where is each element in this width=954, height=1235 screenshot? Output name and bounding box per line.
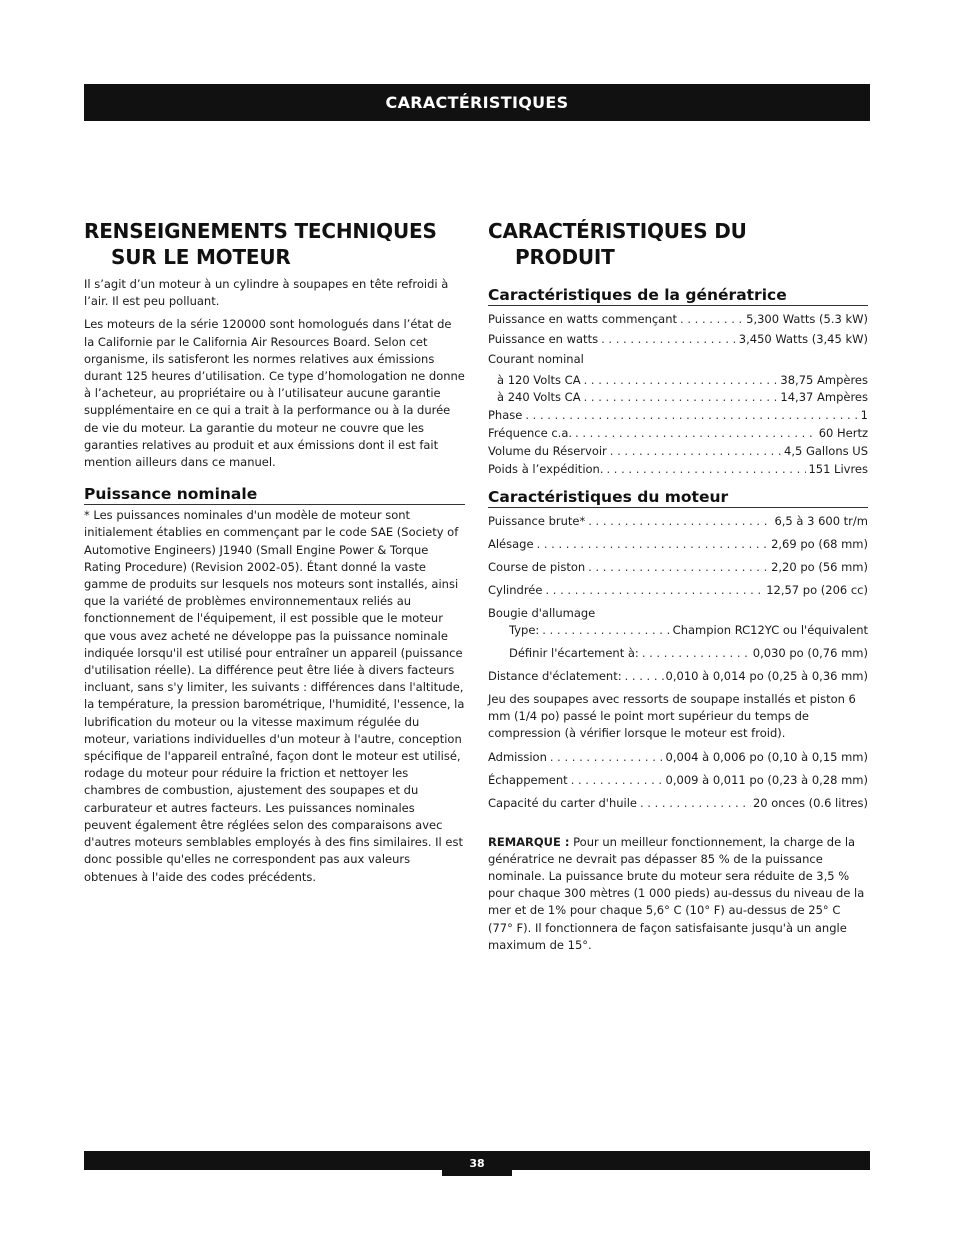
spec-value: 2,69 po (68 mm): [771, 537, 868, 551]
spec-label: Phase: [488, 408, 523, 422]
spec-value: 60 Hertz: [818, 426, 868, 440]
spec-group-label: Bougie d'allumage: [488, 606, 596, 620]
spec-row: [488, 372, 868, 389]
carb-certification-paragraph: Les moteurs de la série 120000 sont homologués dans l’état de la Californie par le California Air Resources Board. Selon cet organisme, ils satisferont les normes relatives aux émissions durant 125 heures d’utilisation. Ce type d’homologation ne donne à l’acheteur, au propriétaire ou à l’utilisateur aucune garantie supplémentaire en ce qui a trait à la performance ou à la durée de vie du moteur. La garantie du moteur ne couvre que les garanties relatives au produit et aux émissions dont il est fait mention ailleurs dans ce manuel.: [84, 317, 465, 470]
spec-label: à 240 Volts CA: [497, 390, 581, 404]
spec-label: Poids à l’expédition.: [488, 462, 604, 476]
footer-bar-left: [84, 1151, 442, 1170]
right-column: [488, 218, 868, 954]
engine-specs-heading: Caractéristiques du moteur: [488, 488, 868, 508]
spec-value: 4,5 Gallons US: [784, 444, 868, 458]
spec-row: [488, 749, 868, 766]
power-rating-heading: Puissance nominale: [84, 485, 465, 505]
spec-row: [488, 389, 868, 406]
spec-value: 0,010 à 0,014 po (0,25 à 0,36 mm): [665, 669, 868, 683]
spec-value: 3,450 Watts (3,45 kW): [738, 332, 868, 346]
spec-value: 6,5 à 3 600 tr/m: [774, 514, 868, 528]
engine-info-heading-line2: SUR LE MOTEUR: [111, 245, 291, 269]
engine-specs-list: [488, 513, 868, 812]
spec-label: Puissance en watts: [488, 332, 599, 346]
spec-row: [488, 461, 868, 478]
spec-row: [488, 311, 868, 328]
spec-label: à 120 Volts CA: [497, 373, 581, 387]
spec-value: 2,20 po (56 mm): [771, 560, 868, 574]
spec-label: Échappement: [488, 772, 568, 787]
spec-label: Admission: [488, 749, 547, 764]
spec-value: Champion RC12YC ou l'équivalent: [672, 623, 868, 637]
spec-value: 1: [860, 408, 868, 422]
product-specs-heading-line1: CARACTÉRISTIQUES DU: [488, 219, 747, 243]
remark-label: REMARQUE :: [488, 834, 570, 849]
spec-label: Capacité du carter d'huile: [488, 795, 637, 810]
remark-paragraph: [488, 834, 868, 954]
footer-bar-right: [512, 1151, 870, 1170]
spec-label: Cylindrée: [488, 583, 543, 597]
spec-value: 0,030 po (0,76 mm): [752, 646, 868, 660]
power-rating-paragraph: * Les puissances nominales d'un modèle de moteur sont initialement établies en commençant par le code SAE (Society of Automotive Engineers) J1940 (Small Engine Power & Torque Rating Procedure) (Revision 2002-05). Étant donné la vaste gamme de produits sur lesquels nos moteurs sont installés, ainsi que la variété de problèmes environnementaux reliés au fonctionnement de l'équipement, il est possible que le moteur que vous avez acheté ne développe pas la puissance nominale indiquée lorsqu'il est utilisé pour entraîner un appareil (puissance d'utilisation réelle). La différence peut être liée à divers facteurs incluant, sans s'y limiter, les suivants : différences dans l'altitude, la température, la pression barométrique, l'humidité, l'essence, la lubrification du moteur ou la vitesse maximum régulée du moteur, variations individuelles d'un moteur à l'autre, conception spécifique de l'appareil entraîné, façon dont le moteur est utilisé, rodage du moteur pour réduire la friction et nettoyer les chambres de combustion, ajustement des soupapes et du carburateur et autres facteurs. Les puissances nominales peuvent également être réglées selon des comparaisons avec d'autres moteurs semblables employés à des fins similaires. Il est donc possible qu'elles ne correspondent pas aux valeurs obtenues à l'aide des codes précédents.: [84, 508, 465, 884]
spec-row: [488, 795, 868, 812]
spec-row: [488, 772, 868, 789]
spec-label: Distance d'éclatement:: [488, 669, 622, 683]
product-specs-heading-line2: PRODUIT: [515, 245, 615, 269]
page-header-title: CARACTÉRISTIQUES: [385, 93, 569, 112]
page-number: 38: [469, 1157, 485, 1170]
spec-row: [488, 645, 868, 662]
engine-info-heading-line1: RENSEIGNEMENTS TECHNIQUES: [84, 219, 437, 243]
spec-row: [488, 622, 868, 639]
spec-value: 38,75 Ampères: [780, 373, 868, 387]
engine-info-heading: [84, 218, 465, 270]
valve-clearance-note: Jeu des soupapes avec ressorts de soupape installés et piston 6 mm (1/4 po) passé le point mort supérieur du temps de compression (à vérifier lorsque le moteur est froid).: [488, 692, 856, 741]
spec-value: 12,57 po (206 cc): [766, 583, 868, 597]
generator-specs-heading: Caractéristiques de la génératrice: [488, 286, 868, 306]
page-header-bar: [84, 84, 870, 121]
spec-row: [488, 407, 868, 424]
spec-row: [488, 582, 868, 599]
spec-row: [488, 513, 868, 530]
spec-row: [488, 559, 868, 576]
left-column: [84, 218, 465, 886]
remark-text: Pour un meilleur fonctionnement, la charge de la génératrice ne devrait pas dépasser 85 % de la puissance nominale. La puissance brute du moteur sera réduite de 3,5 % pour chaque 300 mètres (1 000 pieds) au-dessus du niveau de la mer et de 1% pour chaque 5,6° C (10° F) au-dessus de 25° C (77° F). Il fonctionnera de façon satisfaisante jusqu'à un angle maximum de 15°.: [488, 834, 865, 952]
spec-value: 0,009 à 0,011 po (0,23 à 0,28 mm): [665, 772, 868, 787]
spec-label: Volume du Réservoir: [488, 444, 607, 458]
spec-label: Définir l'écartement à:: [509, 646, 639, 660]
page-number-tab: [442, 1151, 512, 1176]
spec-label: Fréquence c.a.: [488, 426, 573, 440]
spec-label: Puissance en watts commençant: [488, 312, 678, 326]
spec-value: 151 Livres: [808, 462, 868, 476]
spec-label: Type:: [509, 623, 540, 637]
spec-row: [488, 443, 868, 460]
spec-row: [488, 425, 868, 442]
spec-label: Course de piston: [488, 560, 586, 574]
spec-row: [488, 331, 868, 348]
spec-value: 0,004 à 0,006 po (0,10 à 0,15 mm): [665, 749, 868, 764]
spec-label: Alésage: [488, 537, 534, 551]
spec-label: Puissance brute*: [488, 514, 586, 528]
spec-value: 20 onces (0.6 litres): [752, 795, 868, 810]
spec-group-label: Courant nominal: [488, 352, 584, 366]
generator-specs-list: [488, 311, 868, 478]
spec-row: [488, 668, 868, 685]
spec-value: 5,300 Watts (5.3 kW): [746, 312, 868, 326]
spec-value: 14,37 Ampères: [780, 390, 868, 404]
product-specs-heading: [488, 218, 868, 270]
spec-row: [488, 536, 868, 553]
engine-intro-paragraph: Il s’agit d’un moteur à un cylindre à soupapes en tête refroidi à l’air. Il est peu polluant.: [84, 277, 449, 309]
